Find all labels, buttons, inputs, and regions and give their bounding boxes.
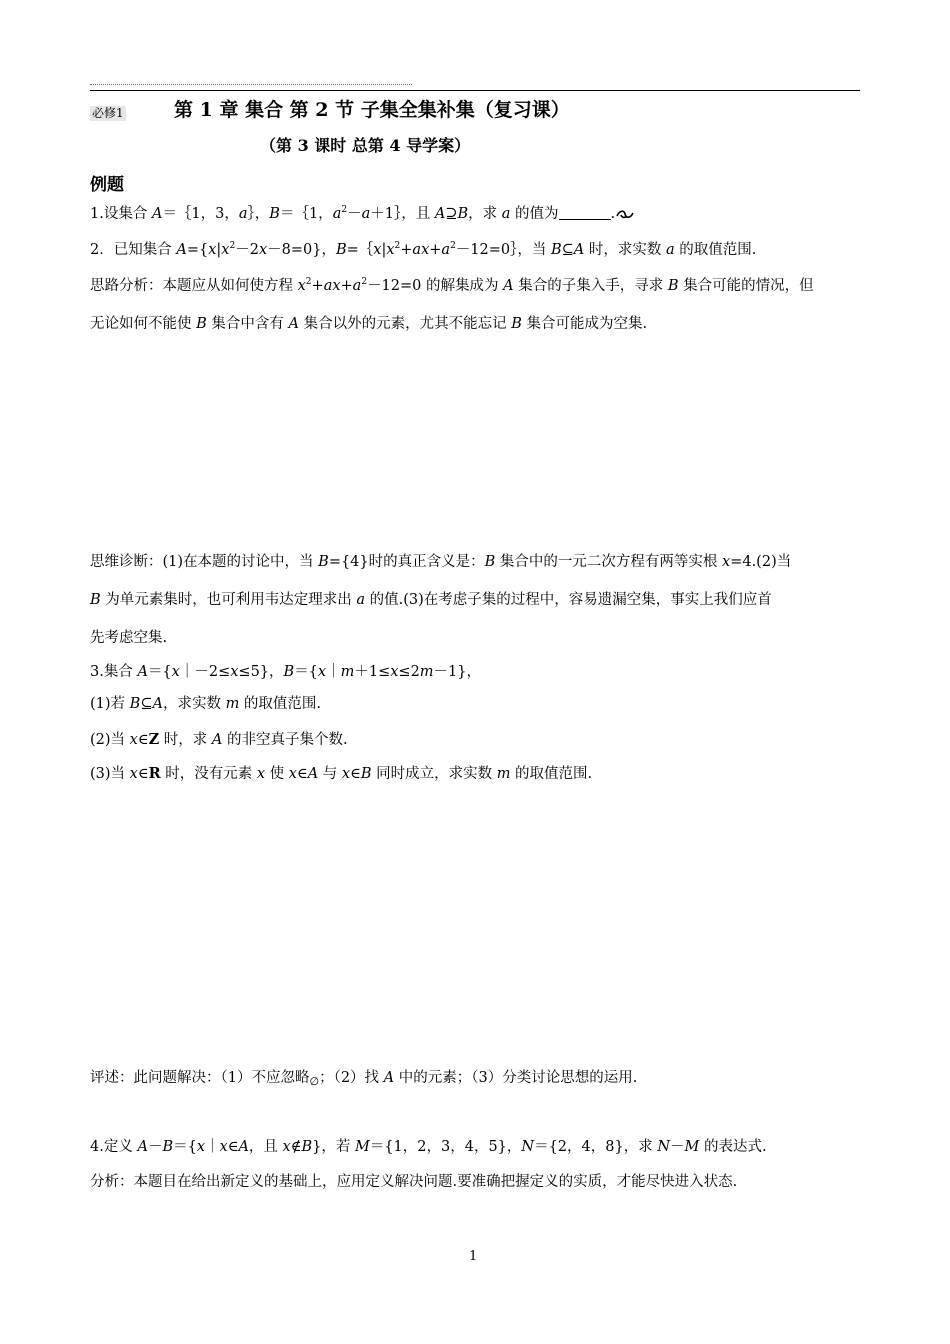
empty-set-symbol: ∅ <box>309 1075 320 1088</box>
header-dotted-rule <box>90 84 412 85</box>
question-3-part-1: (1)若 B⊆A，求实数 m 的取值范围. <box>90 696 322 712</box>
diagnosis-line-2: B 为单元素集时，也可利用韦达定理求出 a 的值.(3)在考虑子集的过程中，容易遗漏空集，事实上我们应首 <box>90 592 772 608</box>
question-1: 1.设集合 A＝｛1，3，a｝，B＝｛1，$a^2-a+1\}$，且 A⊇B，求 a 的值为 . <box>90 204 635 227</box>
question-3: 3.集合 A＝{x｜－2≤x≤5}，B＝{x｜m＋1≤x≤2m－1}， <box>90 664 481 680</box>
diagnosis-line-1: 思维诊断：(1)在本题的讨论中，当 B={4}时的真正含义是：B 集合中的一元二次方程有两等实根 x=4.(2)当 <box>90 554 792 570</box>
analysis-line-1: 思路分析：本题应从如何使方程 $x^2+ax+a^2-12=0$ 的解集成为 A 集合的子集入手，寻求 B 集合可能的情况，但 <box>90 277 814 294</box>
diagnosis-line-3: 先考虑空集. <box>90 630 168 646</box>
review-line: 评述：此问题解决：（1）不应忽略∅；（2）找 A 中的元素；（3）分类讨论思想的运用. <box>90 1068 637 1092</box>
question-4: 4.定义 A－B＝{x｜x∈A，且 x∉B}，若 M＝{1，2，3，4，5}，N＝{2，4，8}，求 N－M 的表达式. <box>90 1139 767 1155</box>
analysis-line-2: 无论如何不能使 B 集合中含有 A 集合以外的元素，尤其不能忘记 B 集合可能成为空集. <box>90 316 648 332</box>
page-number: 1 <box>469 1249 478 1264</box>
analysis-4: 分析：本题目在给出新定义的基础上，应用定义解决问题.要准确把握定义的实质，才能尽快进入状态. <box>90 1174 738 1190</box>
question-2: 2．已知集合 $A=\{x|x^2-2x-8=0\}$，$B=\{x|x^2+ax+a^2-12=0\}$，当 B⊆A 时，求实数 a 的取值范围. <box>90 241 757 258</box>
question-3-part-3: (3)当 x∈R 时，没有元素 x 使 x∈A 与 x∈B 同时成立，求实数 m 的取值范围. <box>90 765 593 782</box>
course-tag: 必修1 <box>92 106 124 120</box>
question-3-part-2: (2)当 x∈Z 时，求 A 的非空真子集个数. <box>90 731 348 748</box>
ink-mark-icon <box>615 207 635 227</box>
page-title: 第 1 章 集合 第 2 节 子集全集补集（复习课） <box>174 99 570 121</box>
answer-blank <box>559 205 611 220</box>
header-rule <box>90 90 860 91</box>
page-subtitle: （第 3 课时 总第 4 导学案） <box>260 136 471 155</box>
section-title: 例题 <box>90 175 124 195</box>
